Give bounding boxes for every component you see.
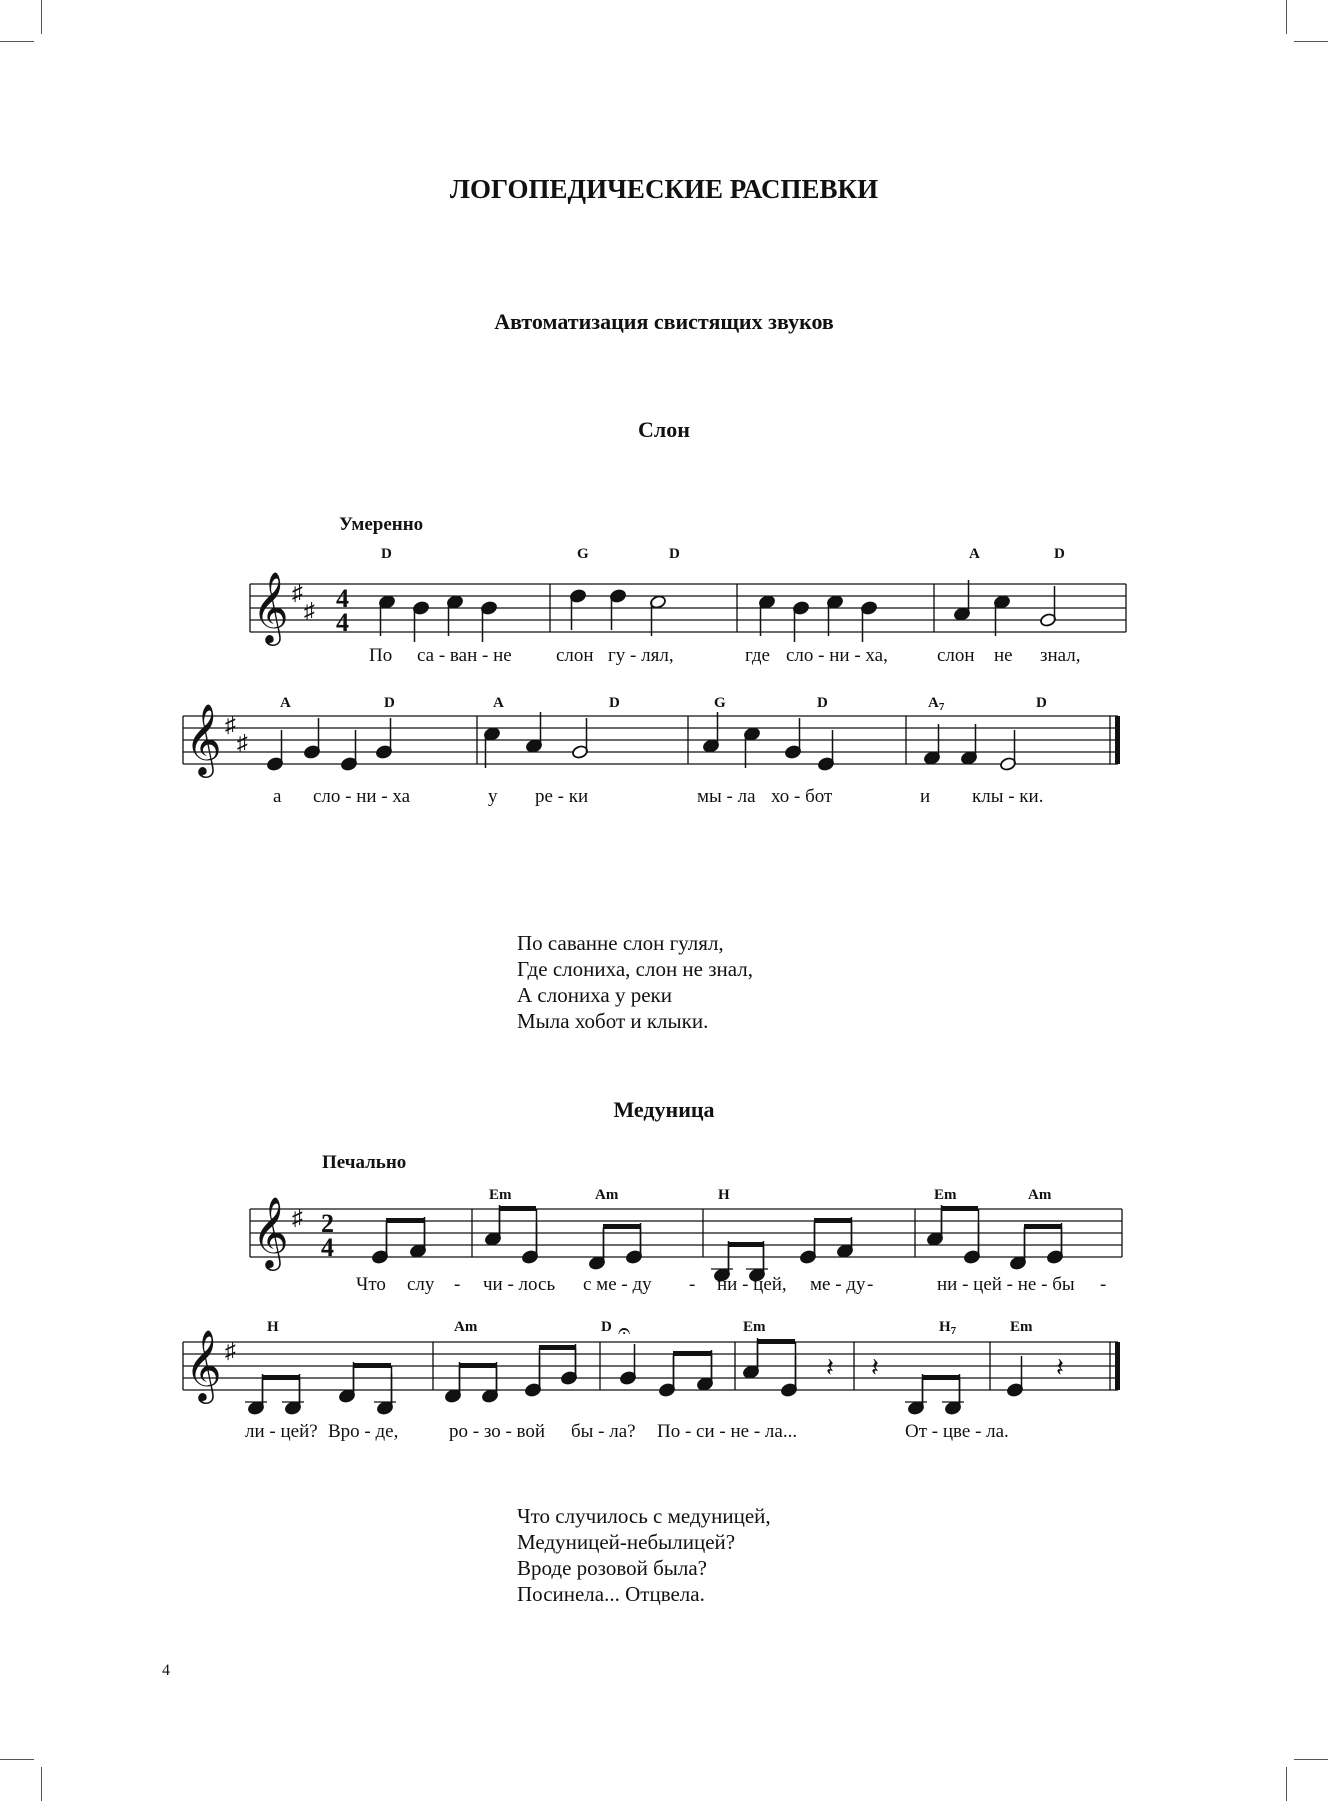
lyric-syllable: бы - ла? — [571, 1421, 636, 1442]
lyric-syllable: - — [1100, 1274, 1107, 1295]
lyric-syllable: слон — [937, 645, 975, 666]
page-number: 4 — [162, 1662, 170, 1679]
time-signature-top: 2 — [321, 1209, 334, 1238]
lyric-syllable: ли - цей? — [245, 1421, 318, 1442]
lyric-syllable: сло - ни - ха, — [786, 645, 888, 666]
chord-symbol: G — [714, 695, 726, 711]
note-beam — [539, 1345, 575, 1350]
lyric-syllable: слу — [407, 1274, 435, 1295]
verse-line: Вроде розовой была? — [517, 1556, 708, 1580]
lyric-syllable: По - си - не - ла... — [657, 1421, 798, 1442]
sharp-f: ♯ — [292, 1205, 303, 1230]
note-beam — [499, 1206, 536, 1211]
sharp-f: ♯ — [225, 1338, 236, 1363]
chord-symbol: D — [1036, 695, 1047, 711]
note-beam — [814, 1218, 851, 1223]
verse-line: Где слониха, слон не знал, — [517, 957, 754, 981]
chord-symbol: D — [669, 546, 680, 562]
note-beam — [941, 1206, 978, 1211]
chord-symbol: Am — [595, 1187, 619, 1203]
lyric-syllable: знал, — [1040, 645, 1081, 666]
lyric-syllable: гу - лял, — [608, 645, 674, 666]
lyric-syllable: - — [454, 1274, 461, 1295]
lyric-syllable: са - ван - не — [417, 645, 512, 666]
crop-mark-bottom-right-h — [1294, 1759, 1328, 1760]
chord-symbol: D — [601, 1319, 612, 1335]
verse-line: Медуницей-небылицей? — [517, 1530, 736, 1554]
final-barline — [1115, 1342, 1120, 1390]
sharp-c: ♯ — [304, 598, 315, 623]
music-staff — [0, 1170, 1328, 1460]
verse-line: По саванне слон гулял, — [517, 931, 724, 955]
chord-symbol: D — [381, 546, 392, 562]
verse-line: А слониха у реки — [517, 983, 672, 1007]
crop-mark-top-left-v — [41, 0, 42, 34]
lyric-syllable: ни - цей, — [717, 1274, 787, 1295]
verse-line: Что случилось с медуницей, — [517, 1504, 771, 1528]
song-title: Медуница — [613, 1097, 715, 1122]
note-beam — [673, 1351, 711, 1356]
lyric-syllable: слон — [556, 645, 594, 666]
lyric-syllable: хо - бот — [771, 786, 833, 807]
lyric-syllable: - — [689, 1274, 696, 1295]
chord-symbol: A — [280, 695, 291, 711]
lyric-syllable: ро - зо - вой — [449, 1421, 546, 1442]
chord-symbol: D — [609, 695, 620, 711]
song-verse — [517, 930, 753, 1034]
song-verse — [517, 1503, 771, 1607]
lyric-syllable: чи - лось — [483, 1274, 556, 1295]
fermata: 𝄐 — [618, 1318, 631, 1343]
lyric-syllable: и — [920, 786, 931, 807]
chord-symbol: Em — [743, 1319, 766, 1335]
chord-symbol: D — [1054, 546, 1065, 562]
crop-mark-bottom-right-v — [1286, 1767, 1287, 1801]
chord-symbol: A — [493, 695, 504, 711]
note-beam — [1024, 1224, 1061, 1229]
note-beam — [353, 1363, 391, 1368]
crop-mark-bottom-left-h — [0, 1759, 34, 1760]
lyric-syllable: не — [994, 645, 1013, 666]
section-title: Автоматизация свистящих звуков — [494, 309, 834, 334]
page-title: ЛОГОПЕДИЧЕСКИЕ РАСПЕВКИ — [449, 174, 879, 204]
tempo-marking: Печально — [322, 1152, 407, 1173]
chord-symbol: A — [969, 546, 980, 562]
lyric-syllable: у — [488, 786, 498, 807]
quarter-rest: 𝄽 — [871, 1353, 879, 1382]
note-beam — [386, 1218, 424, 1223]
lyric-syllable: ре - ки — [535, 786, 589, 807]
quarter-rest: 𝄽 — [826, 1353, 834, 1382]
crop-mark-top-right-v — [1286, 0, 1287, 34]
lyric-syllable: Вро - де, — [328, 1421, 399, 1442]
chord-symbol: Am — [1028, 1187, 1052, 1203]
sharp-f: ♯ — [225, 712, 236, 737]
note-beam — [262, 1375, 299, 1380]
time-signature-top: 4 — [336, 584, 349, 613]
crop-mark-top-right-h — [1294, 41, 1328, 42]
note-beam — [459, 1363, 496, 1368]
note-beam — [922, 1375, 959, 1380]
chord-symbol: Em — [934, 1187, 957, 1203]
treble-clef: 𝄞 — [185, 1332, 222, 1400]
crop-mark-top-left-h — [0, 41, 34, 42]
chord-symbol: Am — [454, 1319, 478, 1335]
lyric-syllable: с ме - ду — [583, 1274, 652, 1295]
lyric-syllable: а — [273, 786, 282, 807]
lyric-syllable: сло - ни - ха — [313, 786, 411, 807]
note-beam — [757, 1339, 795, 1344]
note-beam — [728, 1242, 763, 1247]
quarter-rest: 𝄽 — [1056, 1353, 1064, 1382]
chord-symbol: Em — [1010, 1319, 1033, 1335]
chord-symbol: $H_7$ — [939, 1319, 957, 1337]
lyric-syllable: ни - цей - не - бы — [937, 1274, 1075, 1295]
treble-clef: 𝄞 — [185, 706, 222, 774]
chord-symbol: D — [384, 695, 395, 711]
lyric-syllable: - — [867, 1274, 874, 1295]
music-staff — [0, 540, 1328, 820]
lyric-syllable: ме - ду — [810, 1274, 866, 1295]
note-beam — [603, 1224, 640, 1229]
song-title: Слон — [638, 417, 690, 442]
treble-clef: 𝄞 — [252, 574, 289, 642]
lyric-syllable: По — [369, 645, 393, 666]
chord-symbol: Em — [489, 1187, 512, 1203]
chord-symbol: H — [267, 1319, 279, 1335]
lyric-syllable: Что — [356, 1274, 386, 1295]
treble-clef: 𝄞 — [252, 1199, 289, 1267]
verse-line: Мыла хобот и клыки. — [517, 1009, 709, 1033]
final-barline — [1115, 716, 1120, 764]
lyric-syllable: От - цве - ла. — [905, 1421, 1009, 1442]
chord-symbol: G — [577, 546, 589, 562]
chord-symbol: $A_7$ — [928, 695, 945, 713]
sharp-c: ♯ — [237, 730, 248, 755]
lyric-syllable: где — [745, 645, 770, 666]
chord-symbol: D — [817, 695, 828, 711]
chord-symbol: H — [718, 1187, 730, 1203]
verse-line: Посинела... Отцвела. — [517, 1582, 705, 1606]
tempo-marking: Умеренно — [339, 514, 424, 535]
sharp-f: ♯ — [292, 580, 303, 605]
lyric-syllable: клы - ки. — [972, 786, 1044, 807]
crop-mark-bottom-left-v — [41, 1767, 42, 1801]
time-signature-bottom: 4 — [336, 608, 349, 637]
lyric-syllable: мы - ла — [697, 786, 756, 807]
time-signature-bottom: 4 — [321, 1233, 334, 1262]
